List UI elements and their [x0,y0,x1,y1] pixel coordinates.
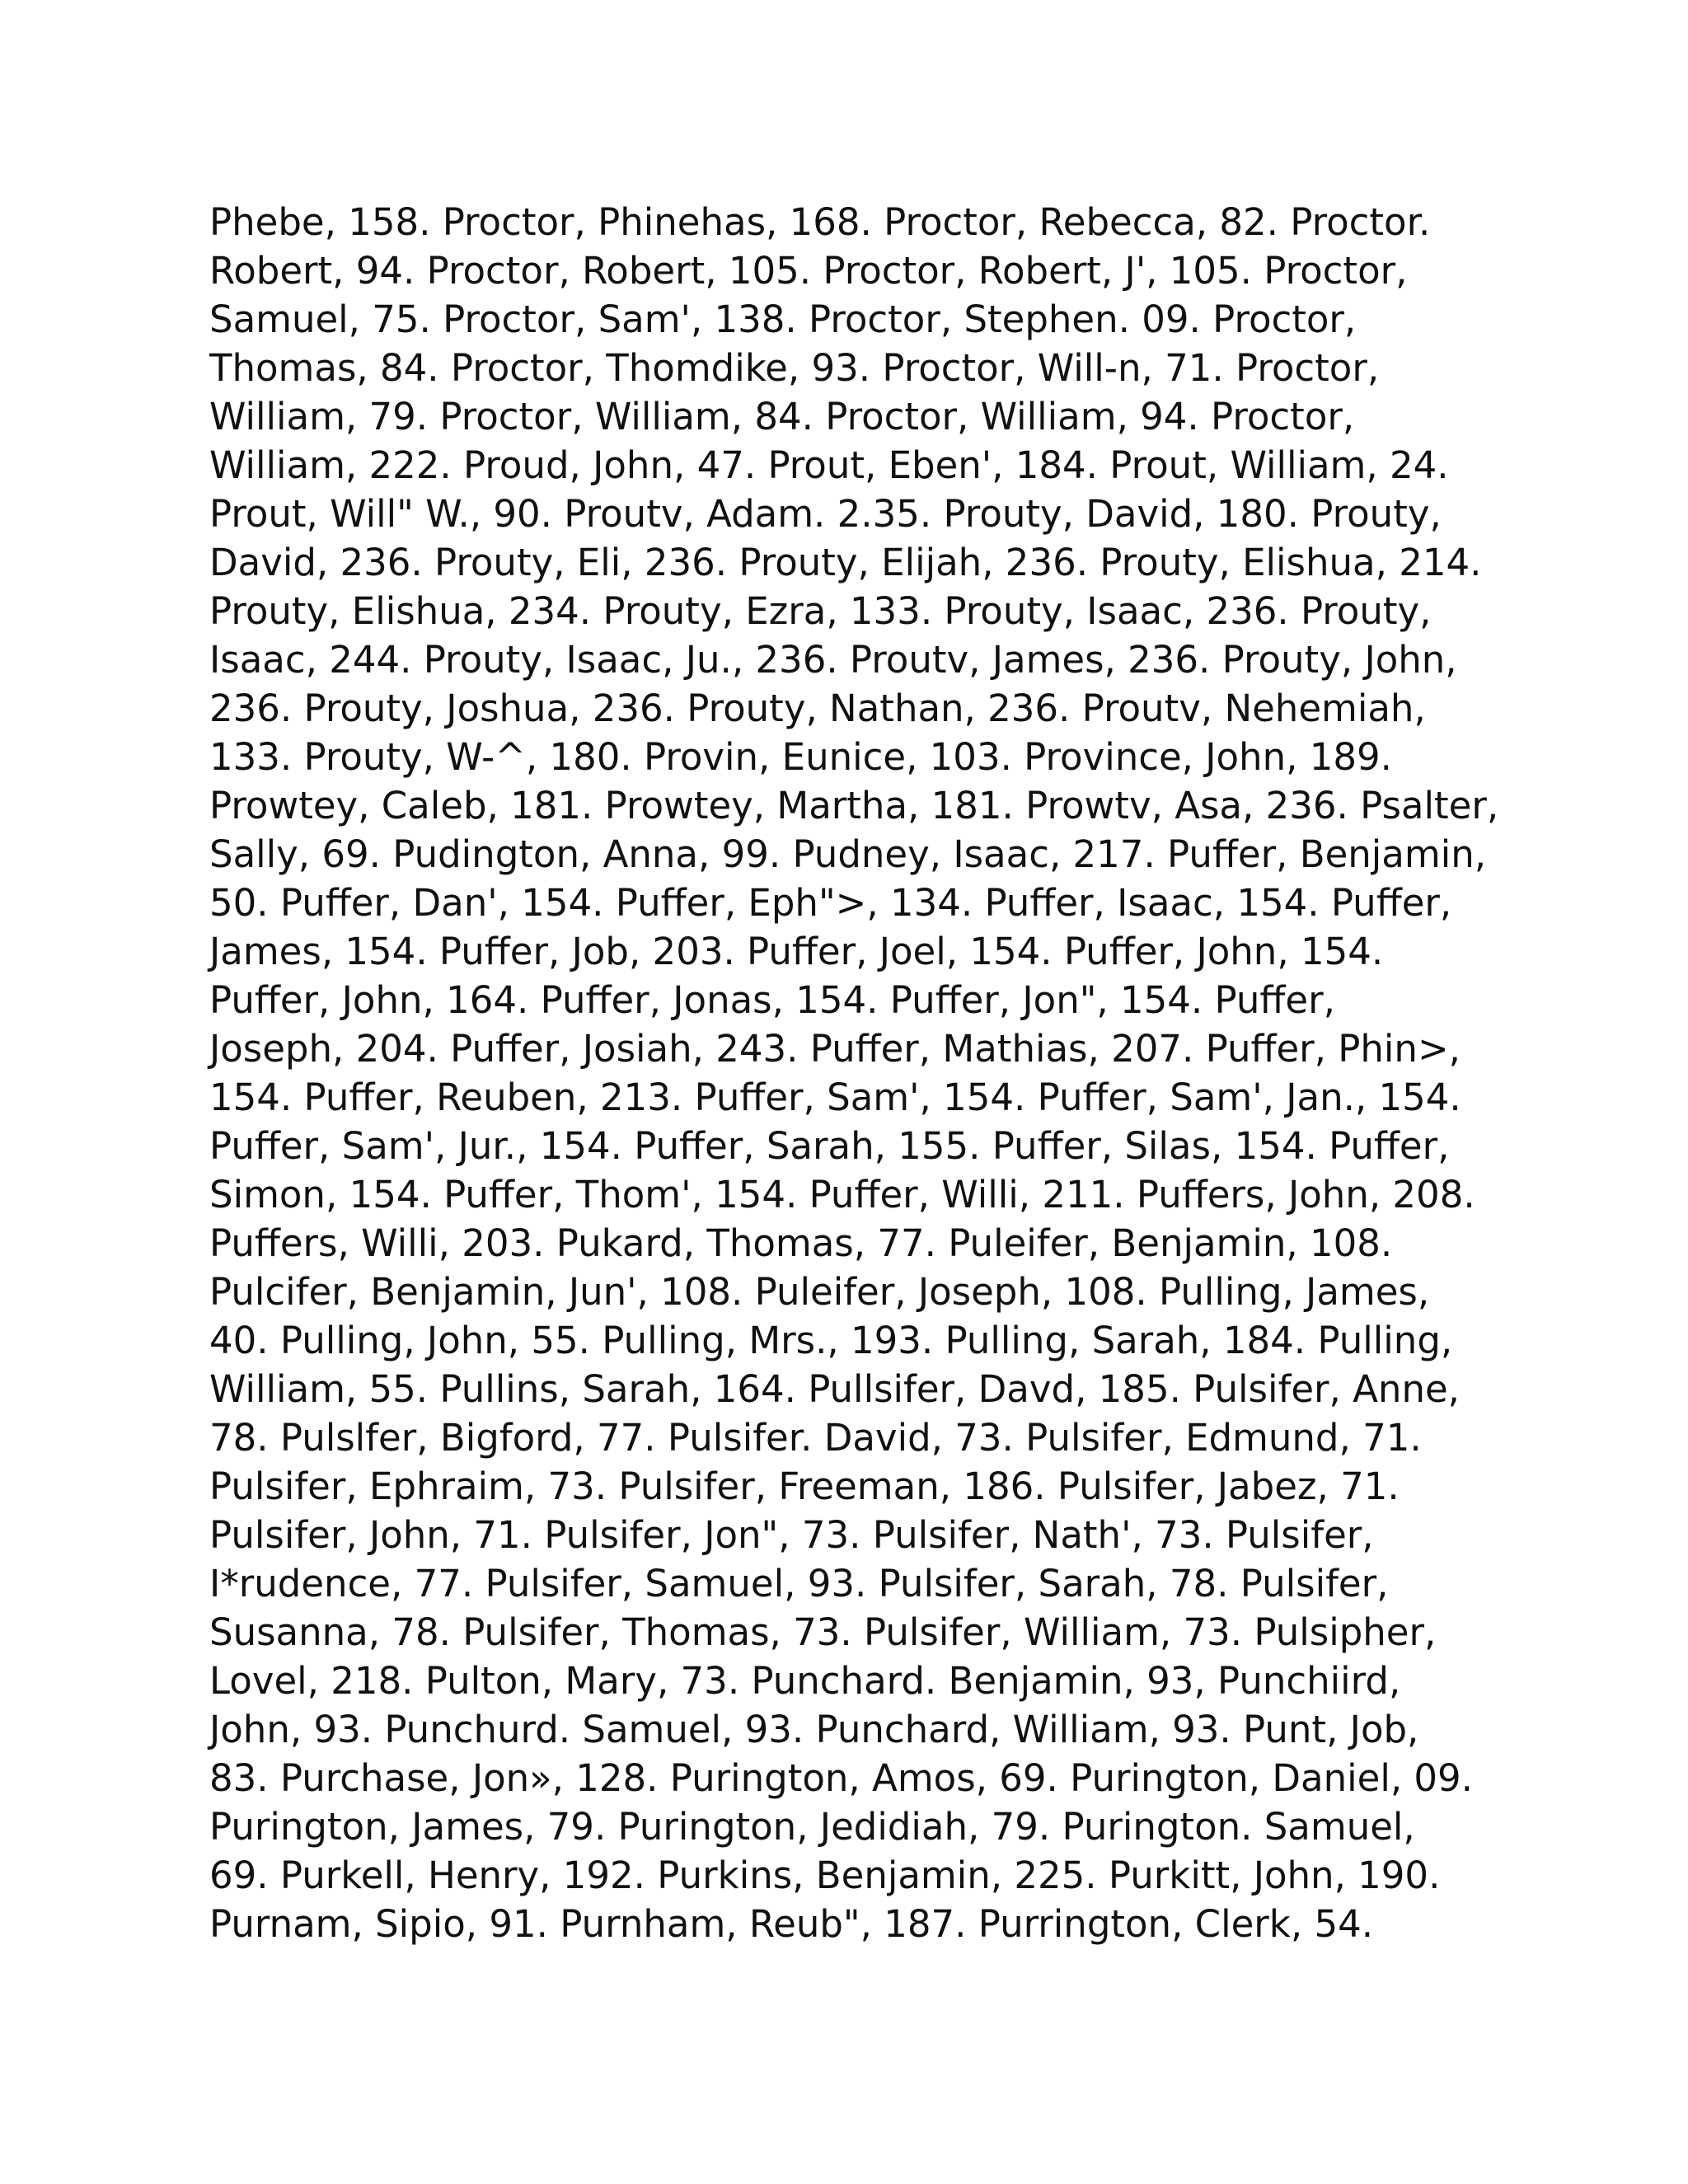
text-line: Simon, 154. Puffer, Thom', 154. Puffer, Willi, 211. Puffers, John, 208. [209,1173,1475,1216]
text-line: Pulcifer, Benjamin, Jun', 108. Puleifer, Joseph, 108. Pulling, James, [209,1270,1430,1314]
text-line: Pulsifer, Ephraim, 73. Pulsifer, Freeman, 186. Pulsifer, Jabez, 71. [209,1465,1400,1508]
text-line: 50. Puffer, Dan', 154. Puffer, Eph">, 134. Puffer, Isaac, 154. Puffer, [209,881,1452,925]
text-line: Pulsifer, John, 71. Pulsifer, Jon", 73. Pulsifer, Nath', 73. Pulsifer, [209,1513,1374,1557]
text-line: Purington, James, 79. Purington, Jedidiah, 79. Purington. Samuel, [209,1805,1415,1849]
text-line: Joseph, 204. Puffer, Josiah, 243. Puffer, Mathias, 207. Puffer, Phin>, [209,1027,1461,1071]
text-line: William, 79. Proctor, William, 84. Proctor, William, 94. Proctor, [209,395,1355,438]
text-line: 133. Prouty, W-^, 180. Provin, Eunice, 103. Province, John, 189. [209,735,1392,779]
text-line: Purnam, Sipio, 91. Purnham, Reub", 187. Purrington, Clerk, 54. [209,1902,1374,1946]
index-text-block [209,198,1499,1948]
text-line: William, 222. Proud, John, 47. Prout, Eben', 184. Prout, William, 24. [209,443,1449,487]
text-line: Puffer, John, 164. Puffer, Jonas, 154. Puffer, Jon", 154. Puffer, [209,978,1335,1022]
text-line: James, 154. Puffer, Job, 203. Puffer, Joel, 154. Puffer, John, 154. [209,930,1384,973]
text-line: I*rudence, 77. Pulsifer, Samuel, 93. Pulsifer, Sarah, 78. Pulsifer, [209,1562,1389,1605]
text-line: 78. Pulslfer, Bigford, 77. Pulsifer. David, 73. Pulsifer, Edmund, 71. [209,1416,1422,1460]
text-line: Samuel, 75. Proctor, Sam', 138. Proctor, Stephen. 09. Proctor, [209,298,1357,341]
text-line: Prouty, Elishua, 234. Prouty, Ezra, 133. Prouty, Isaac, 236. Prouty, [209,589,1432,633]
text-line: 40. Pulling, John, 55. Pulling, Mrs., 193. Pulling, Sarah, 184. Pulling, [209,1319,1453,1362]
text-line: Susanna, 78. Pulsifer, Thomas, 73. Pulsifer, William, 73. Pulsipher, [209,1610,1437,1654]
text-line: David, 236. Prouty, Eli, 236. Prouty, Elijah, 236. Prouty, Elishua, 214. [209,541,1482,584]
text-line: Robert, 94. Proctor, Robert, 105. Proctor, Robert, J', 105. Proctor, [209,249,1408,293]
text-line: Puffers, Willi, 203. Pukard, Thomas, 77. Puleifer, Benjamin, 108. [209,1221,1393,1265]
text-line: Isaac, 244. Prouty, Isaac, Ju., 236. Proutv, James, 236. Prouty, John, [209,638,1457,682]
text-line: Lovel, 218. Pulton, Mary, 73. Punchard. Benjamin, 93, Punchiird, [209,1659,1401,1703]
text-line: 154. Puffer, Reuben, 213. Puffer, Sam', 154. Puffer, Sam', Jan., 154. [209,1076,1461,1119]
text-line: Prowtey, Caleb, 181. Prowtey, Martha, 181. Prowtv, Asa, 236. Psalter, [209,784,1499,827]
text-line: Thomas, 84. Proctor, Thomdike, 93. Proctor, Will-n, 71. Proctor, [209,346,1380,390]
text-line: William, 55. Pullins, Sarah, 164. Pullsifer, Davd, 185. Pulsifer, Anne, [209,1367,1460,1411]
text-line: 83. Purchase, Jon», 128. Purington, Amos, 69. Purington, Daniel, 09. [209,1756,1473,1800]
text-line: Sally, 69. Pudington, Anna, 99. Pudney, Isaac, 217. Puffer, Benjamin, [209,832,1487,876]
text-line: Phebe, 158. Proctor, Phinehas, 168. Proctor, Rebecca, 82. Proctor. [209,200,1431,244]
text-line: Prout, Will" W., 90. Proutv, Adam. 2.35. Prouty, David, 180. Prouty, [209,492,1442,536]
text-line: 236. Prouty, Joshua, 236. Prouty, Nathan, 236. Proutv, Nehemiah, [209,687,1426,730]
text-line: Puffer, Sam', Jur., 154. Puffer, Sarah, 155. Puffer, Silas, 154. Puffer, [209,1124,1450,1168]
text-line: John, 93. Punchurd. Samuel, 93. Punchard, William, 93. Punt, Job, [209,1708,1419,1751]
text-line: 69. Purkell, Henry, 192. Purkins, Benjamin, 225. Purkitt, John, 190. [209,1854,1441,1897]
